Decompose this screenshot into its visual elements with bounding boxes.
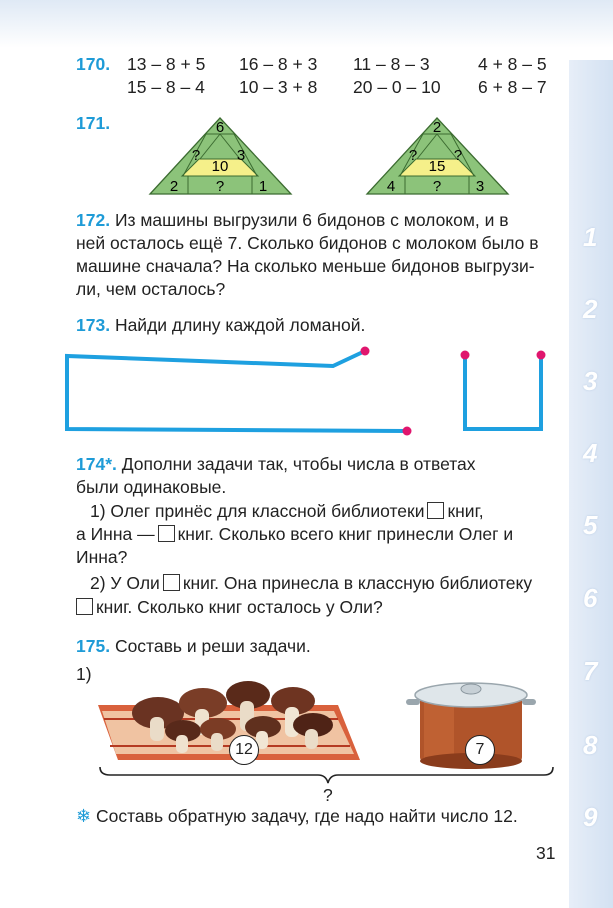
problem-text: книг. Она принесла в классную библиотеку	[182, 573, 533, 593]
triangle-left-mid: ?	[191, 147, 201, 164]
exercise-number: 172.	[76, 210, 111, 230]
problem-text: Инна?	[76, 547, 128, 567]
triangle-center: 15	[428, 158, 446, 175]
triangle-top: 2	[432, 119, 442, 136]
problem-line	[76, 524, 513, 545]
side-number: 3	[583, 366, 598, 396]
polyline-2	[465, 355, 541, 429]
problem-text: Найди длину каждой ломаной.	[114, 315, 366, 335]
top-band	[0, 0, 613, 48]
exercise-174-line	[76, 454, 476, 475]
problem-text: книг. Сколько всего книг принесли Олег и	[177, 524, 514, 544]
exercise-number: 173.	[76, 315, 111, 335]
triangle-bottom-left: 2	[169, 178, 179, 195]
side-number: 4	[583, 438, 598, 468]
problem-text: ли, чем осталось?	[76, 279, 226, 299]
polyline-2-start	[461, 351, 470, 360]
polyline-1	[67, 351, 407, 431]
problem-text: 1) Олег принёс для классной библиотеки	[90, 501, 425, 521]
expression: 15 – 8 – 4	[127, 77, 205, 97]
polyline-1-end	[361, 347, 370, 356]
blank-box	[163, 574, 180, 591]
problem-line	[90, 573, 532, 594]
triangle-top: 6	[215, 119, 225, 136]
side-strip	[569, 60, 613, 908]
triangle-bottom-right: 1	[258, 178, 268, 195]
exercise-175-line	[76, 636, 311, 657]
expression: 11 – 8 – 3	[353, 54, 430, 74]
item-label: 1)	[76, 664, 92, 684]
blank-box	[158, 525, 175, 542]
expression: 6 + 8 – 7	[478, 77, 547, 97]
reverse-task-line	[76, 806, 518, 827]
blank-box	[76, 598, 93, 615]
side-number: 5	[583, 510, 598, 540]
problem-text: Дополни задачи так, чтобы числа в ответах	[121, 454, 476, 474]
triangle-right-mid: 3	[236, 147, 246, 164]
triangle-bottom-mid: ?	[432, 178, 442, 195]
number-triangle-1	[148, 116, 293, 196]
triangle-center: 10	[211, 158, 229, 175]
polyline-2-end	[537, 351, 546, 360]
snowflake-icon: ❄	[76, 806, 92, 826]
exercise-number: 175.	[76, 636, 111, 656]
triangle-left-mid: ?	[408, 147, 418, 164]
exercise-number: 174*.	[76, 454, 117, 474]
problem-text: были одинаковые.	[76, 477, 227, 497]
problem-line	[76, 597, 383, 618]
problem-text: Составь обратную задачу, где надо найти число 12.	[95, 806, 518, 826]
question-mark: ?	[323, 785, 333, 805]
side-number: 6	[583, 583, 598, 613]
expression: 20 – 0 – 10	[353, 77, 441, 97]
problem-text: Составь и реши задачи.	[114, 636, 311, 656]
triangle-bottom-mid: ?	[215, 178, 225, 195]
problem-text: а Инна —	[76, 524, 155, 544]
expression: 16 – 8 + 3	[239, 54, 318, 74]
expression: 10 – 3 + 8	[239, 77, 318, 97]
number-triangle-2	[365, 116, 510, 196]
triangle-bottom-right: 3	[475, 178, 485, 195]
problem-text: 2) У Оли	[90, 573, 160, 593]
mushrooms-count-circle: 12	[229, 735, 259, 765]
exercise-172-line	[76, 210, 509, 231]
problem-text: ней осталось ещё 7. Сколько бидонов с молоком было в	[76, 233, 539, 253]
problem-line	[90, 501, 484, 522]
side-number: 2	[583, 294, 598, 324]
problem-text: машине сначала? На сколько меньше бидонов выгрузи-	[76, 256, 535, 276]
problem-text: Из машины выгрузили 6 бидонов с молоком, и в	[114, 210, 509, 230]
polyline-1-start	[403, 427, 412, 436]
exercise-number: 171.	[76, 113, 111, 133]
side-number: 7	[583, 656, 598, 686]
triangle-right-mid: ?	[453, 147, 463, 164]
side-number: 1	[583, 222, 598, 252]
expression: 4 + 8 – 5	[478, 54, 547, 74]
blank-box	[427, 502, 444, 519]
side-number: 9	[583, 802, 598, 832]
problem-text: книг. Сколько книг осталось у Оли?	[96, 597, 383, 617]
exercise-number: 170.	[76, 54, 111, 74]
pot-count-circle: 7	[465, 735, 495, 765]
problem-text: книг,	[447, 501, 484, 521]
side-number: 8	[583, 730, 598, 760]
page-number: 31	[536, 843, 556, 863]
brace	[100, 767, 553, 783]
polylines-figure	[55, 340, 555, 440]
expression: 13 – 8 + 5	[127, 54, 206, 74]
triangle-bottom-left: 4	[386, 178, 396, 195]
exercise-173-line	[76, 315, 365, 336]
